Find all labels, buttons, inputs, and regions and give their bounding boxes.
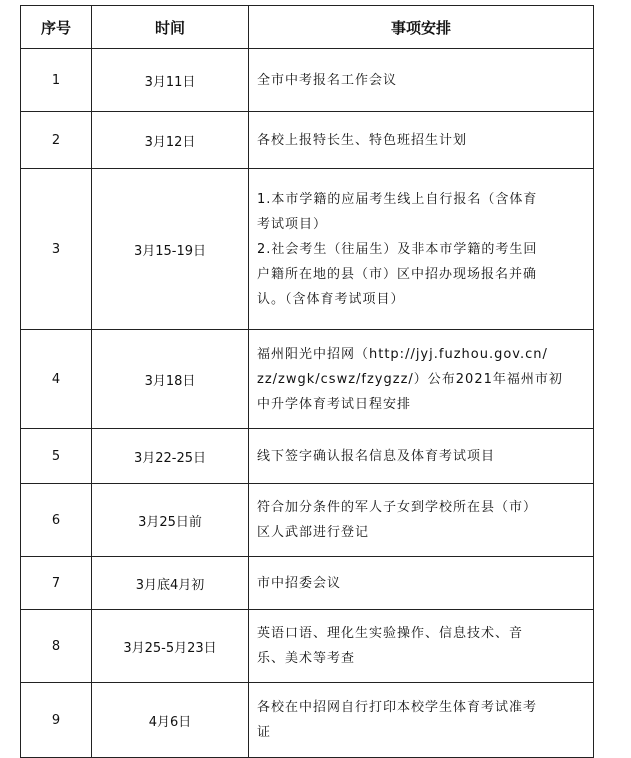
table-row	[21, 330, 594, 429]
table-row	[21, 49, 594, 112]
table-row	[21, 610, 594, 683]
row-seq: 5	[21, 429, 92, 484]
item-line: 英语口语、理化生实验操作、信息技术、音	[257, 626, 524, 641]
row-seq: 3	[21, 169, 92, 330]
row-time: 3月底4月初	[92, 557, 249, 610]
row-time: 3月12日	[92, 112, 249, 169]
row-time: 3月25-5月23日	[92, 610, 249, 683]
row-time: 3月25日前	[92, 484, 249, 557]
item-line: zz/zwgk/cswz/fzygzz/）公布2021年福州市初	[257, 371, 563, 387]
table-row	[21, 683, 594, 758]
schedule-table-wrapper	[20, 5, 593, 758]
row-seq: 1	[21, 49, 92, 112]
table-header-row	[21, 6, 594, 49]
item-line: 符合加分条件的军人子女到学校所在县（市）	[257, 500, 538, 515]
row-seq: 7	[21, 557, 92, 610]
table-row	[21, 169, 594, 330]
item-line: 线下签字确认报名信息及体育考试项目	[257, 448, 496, 464]
row-item	[249, 683, 594, 758]
row-seq: 6	[21, 484, 92, 557]
row-seq: 9	[21, 683, 92, 758]
header-seq: 序号	[21, 6, 92, 49]
header-item: 事项安排	[249, 6, 594, 49]
row-item	[249, 429, 594, 484]
row-time: 3月22-25日	[92, 429, 249, 484]
item-line: 全市中考报名工作会议	[257, 72, 398, 88]
row-item	[249, 169, 594, 330]
row-item	[249, 112, 594, 169]
row-time: 3月11日	[92, 49, 249, 112]
row-time: 4月6日	[92, 683, 249, 758]
item-line: 各校上报特长生、特色班招生计划	[257, 132, 468, 148]
table-row	[21, 557, 594, 610]
item-line: 考试项目）	[257, 216, 328, 232]
table-row	[21, 112, 594, 169]
item-line: 福州阳光中招网（http://jyj.fuzhou.gov.cn/	[257, 346, 548, 362]
row-item	[249, 49, 594, 112]
item-line: 2.社会考生（往届生）及非本市学籍的考生回	[257, 241, 538, 257]
row-seq: 8	[21, 610, 92, 683]
item-line: 1.本市学籍的应届考生线上自行报名（含体育	[257, 191, 538, 207]
row-time: 3月15-19日	[92, 169, 249, 330]
item-line: 证	[257, 725, 272, 740]
item-line: 认。（含体育考试项目）	[257, 291, 405, 307]
row-item	[249, 484, 594, 557]
row-item	[249, 557, 594, 610]
table-row	[21, 484, 594, 557]
row-item	[249, 610, 594, 683]
row-seq: 4	[21, 330, 92, 429]
schedule-table	[20, 5, 594, 758]
item-line: 各校在中招网自行打印本校学生体育考试准考	[257, 700, 538, 715]
row-item	[249, 330, 594, 429]
item-line: 乐、美术等考查	[257, 651, 356, 666]
item-line: 市中招委会议	[257, 575, 342, 591]
item-line: 区人武部进行登记	[257, 525, 370, 540]
header-time: 时间	[92, 6, 249, 49]
row-seq: 2	[21, 112, 92, 169]
item-line: 户籍所在地的县（市）区中招办现场报名并确	[257, 266, 538, 282]
item-line: 中升学体育考试日程安排	[257, 396, 412, 412]
table-row	[21, 429, 594, 484]
row-time: 3月18日	[92, 330, 249, 429]
